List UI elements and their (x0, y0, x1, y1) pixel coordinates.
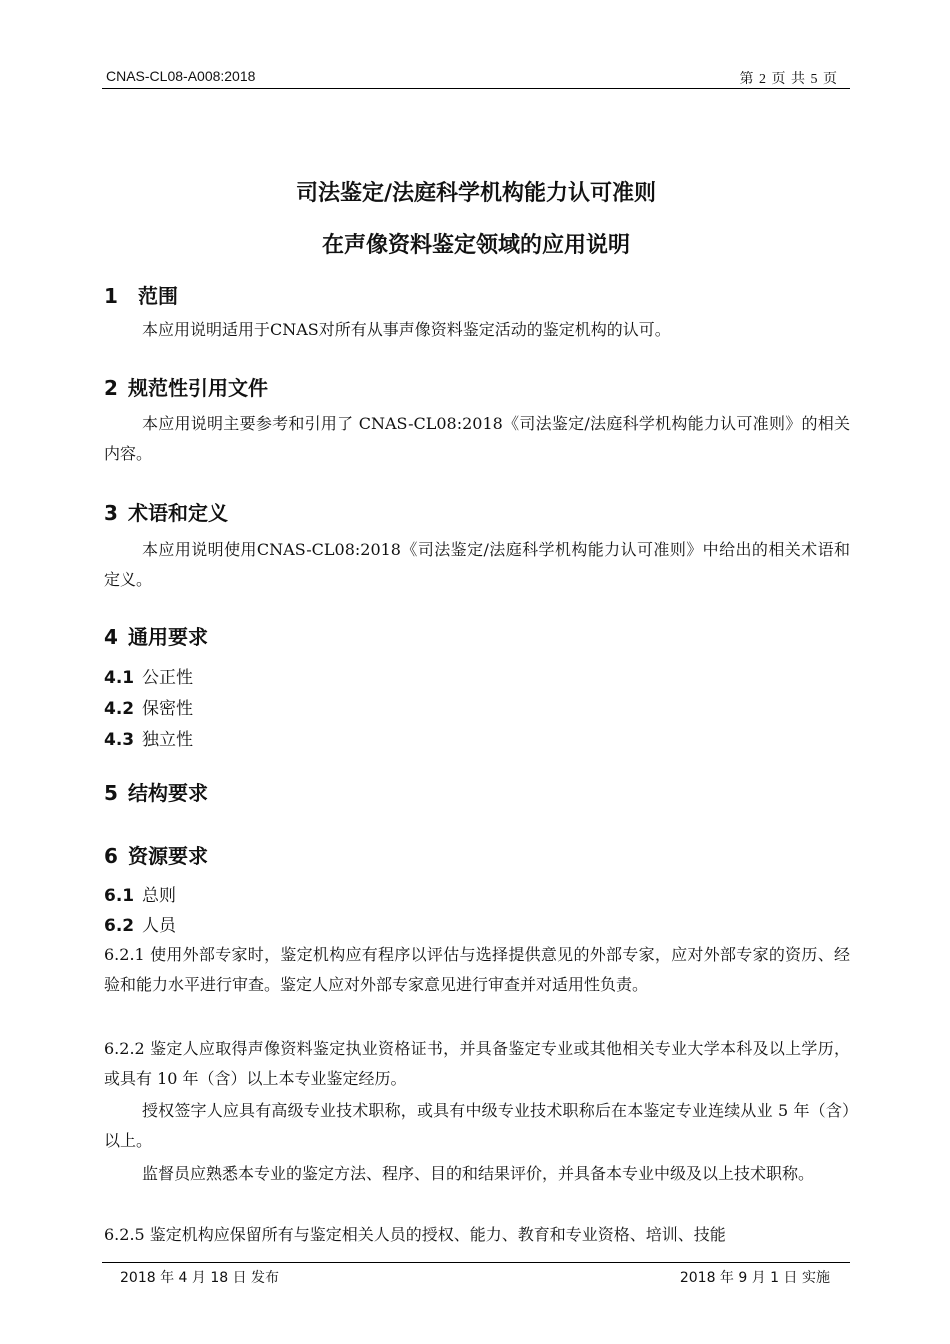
page-header (102, 66, 850, 88)
section-number: 3 (104, 501, 118, 525)
authorized-signatory-paragraph: 授权签字人应具有高级专业技术职称，或具有中级专业技术职称后在本鉴定专业连续从业 5 年（含）以上。 (104, 1101, 850, 1150)
section-title: 结构要求 (128, 781, 208, 805)
page-number: 第 2 页 共 5 页 (739, 72, 838, 87)
section-3-heading (104, 497, 228, 526)
section-2-heading (104, 372, 268, 401)
section-title: 术语和定义 (128, 501, 228, 525)
subsection-title: 人员 (142, 916, 176, 936)
section-4-heading (104, 621, 208, 650)
section-6-heading (104, 840, 208, 869)
supervisor-paragraph: 监督员应熟悉本专业的鉴定方法、程序、目的和结果评价，并具备本专业中级及以上技术职称。 (142, 1164, 815, 1183)
section-title: 规范性引用文件 (128, 376, 268, 400)
section-number: 6 (104, 844, 118, 868)
subsection-6-2 (104, 911, 176, 936)
section-1-paragraph: 本应用说明适用于CNAS对所有从事声像资料鉴定活动的鉴定机构的认可。 (142, 320, 671, 339)
clause-6-2-2-paragraph: 6.2.2 鉴定人应取得声像资料鉴定执业资格证书，并具备鉴定专业或其他相关专业大学本科及以上学历，或具有 10 年（含）以上本专业鉴定经历。 (104, 1039, 850, 1088)
section-1-heading (104, 280, 178, 309)
subsection-number: 6.2 (104, 916, 135, 936)
section-number: 2 (104, 376, 118, 400)
subsection-number: 4.3 (104, 730, 135, 750)
section-2-paragraph: 本应用说明主要参考和引用了 CNAS-CL08:2018《司法鉴定/法庭科学机构能力认可准则》的相关内容。 (104, 414, 850, 463)
subsection-title: 独立性 (142, 730, 193, 750)
subsection-4-2 (104, 694, 193, 719)
section-number: 1 (104, 284, 118, 308)
section-title: 资源要求 (128, 844, 208, 868)
section-title: 通用要求 (128, 625, 208, 649)
clause-6-2-1-paragraph: 6.2.1 使用外部专家时，鉴定机构应有程序以评估与选择提供意见的外部专家，应对外部专家的资历、经验和能力水平进行审查。鉴定人应对外部专家意见进行审查并对适用性负责。 (104, 945, 850, 994)
section-title: 范围 (138, 284, 178, 308)
document-code: CNAS-CL08-A008:2018 (106, 68, 256, 84)
subsection-number: 4.1 (104, 668, 135, 688)
header-divider (102, 88, 850, 89)
subsection-title: 总则 (142, 886, 176, 906)
subsection-4-1 (104, 663, 193, 688)
document-title-line2: 在声像资料鉴定领域的应用说明 (321, 233, 630, 258)
section-5-heading (104, 777, 208, 806)
effective-date: 2018 年 9 月 1 日 实施 (679, 1270, 830, 1286)
issue-date: 2018 年 4 月 18 日 发布 (120, 1270, 280, 1286)
subsection-title: 公正性 (142, 668, 193, 688)
subsection-6-1 (104, 881, 176, 906)
clause-6-2-5-paragraph: 6.2.5 鉴定机构应保留所有与鉴定相关人员的授权、能力、教育和专业资格、培训、技能 (104, 1225, 726, 1244)
subsection-4-3 (104, 725, 193, 750)
section-number: 5 (104, 781, 118, 805)
footer-divider (102, 1262, 850, 1263)
section-3-paragraph: 本应用说明使用CNAS-CL08:2018《司法鉴定/法庭科学机构能力认可准则》中给出的相关术语和定义。 (104, 540, 850, 589)
subsection-title: 保密性 (142, 699, 193, 719)
document-title-line1: 司法鉴定/法庭科学机构能力认可准则 (295, 181, 657, 206)
section-number: 4 (104, 625, 118, 649)
subsection-number: 6.1 (104, 886, 135, 906)
subsection-number: 4.2 (104, 699, 135, 719)
